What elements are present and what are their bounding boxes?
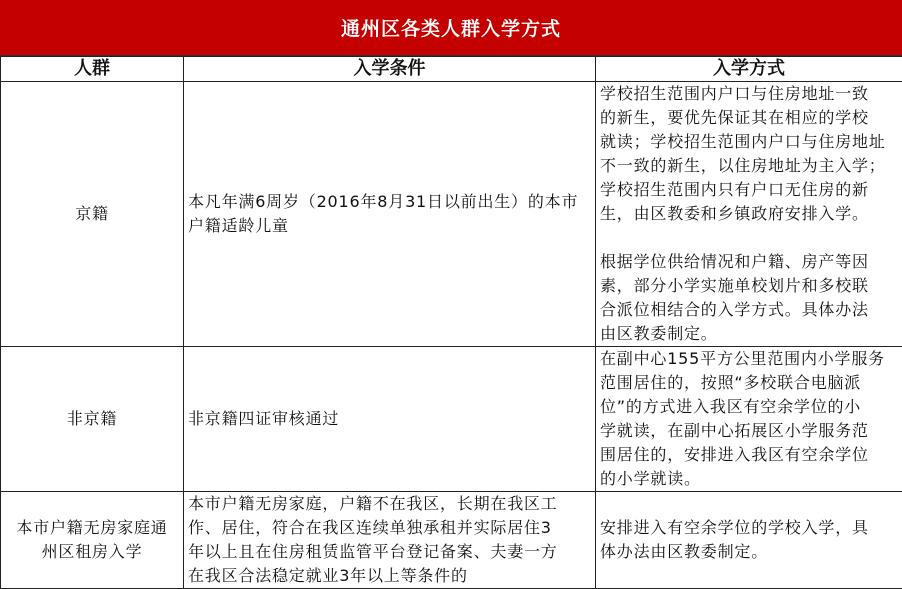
- condition-cell: [184, 82, 596, 347]
- table-row: [1, 492, 902, 589]
- method-line: 学校招生范围内户口与住房地址一致: [600, 82, 898, 106]
- method-line: 的小学就读。: [600, 467, 898, 491]
- group-text: 非京籍: [5, 407, 179, 431]
- table-row: [1, 347, 902, 492]
- method-line: 范围居住的，按照“多校联合电脑派: [600, 371, 898, 395]
- method-line: 的新生，要优先保证其在相应的学校: [600, 106, 898, 130]
- condition-line: 户籍适龄儿童: [188, 214, 591, 238]
- group-text: 京籍: [5, 202, 179, 226]
- table-row: [1, 82, 902, 347]
- method-line: 就读；学校招生范围内户口与住房地址: [600, 130, 898, 154]
- method-line: 不一致的新生，以住房地址为主入学；: [600, 154, 898, 178]
- method-line: 素，部分小学实施单校划片和多校联: [600, 274, 898, 298]
- condition-line: 作、居住，符合在我区连续单独承租并实际居住3: [188, 516, 591, 540]
- condition-cell: [184, 492, 596, 589]
- condition-cell: [184, 347, 596, 492]
- method-line: 学校招生范围内只有户口无住房的新: [600, 178, 898, 202]
- enrollment-table: [0, 56, 902, 589]
- condition-line: 本市户籍无房家庭，户籍不在我区，长期在我区工: [188, 492, 591, 516]
- header-condition: 入学条件: [184, 57, 596, 82]
- group-cell: [1, 347, 184, 492]
- method-line: 学就读，在副中心拓展区小学服务范: [600, 419, 898, 443]
- header-group: 人群: [1, 57, 184, 82]
- method-line: 安排进入有空余学位的学校入学，具: [600, 516, 898, 540]
- group-cell: [1, 82, 184, 347]
- group-text: 本市户籍无房家庭通: [5, 516, 179, 540]
- group-text: 州区租房入学: [5, 540, 179, 564]
- condition-line: 在我区合法稳定就业3年以上等条件的: [188, 564, 591, 588]
- method-line: 由区教委制定。: [600, 322, 898, 346]
- method-line: 生，由区教委和乡镇政府安排入学。: [600, 202, 898, 226]
- condition-line: 年以上且在住房租赁监管平台登记备案、夫妻一方: [188, 540, 591, 564]
- method-line: 在副中心155平方公里范围内小学服务: [600, 347, 898, 371]
- method-cell: [596, 82, 902, 347]
- condition-line: 非京籍四证审核通过: [188, 407, 591, 431]
- header-row: [1, 57, 902, 82]
- method-line: 体办法由区教委制定。: [600, 540, 898, 564]
- method-line: 位”的方式进入我区有空余学位的小: [600, 395, 898, 419]
- paragraph-gap: [600, 226, 898, 250]
- method-cell: [596, 492, 902, 589]
- condition-line: 本凡年满6周岁（2016年8月31日以前出生）的本市: [188, 190, 591, 214]
- method-line: 根据学位供给情况和户籍、房产等因: [600, 250, 898, 274]
- method-line: 合派位相结合的入学方式。具体办法: [600, 298, 898, 322]
- group-cell: [1, 492, 184, 589]
- table-title: 通州区各类人群入学方式: [0, 0, 902, 56]
- header-method: 入学方式: [596, 57, 902, 82]
- method-cell: [596, 347, 902, 492]
- method-line: 围居住的，安排进入我区有空余学位: [600, 443, 898, 467]
